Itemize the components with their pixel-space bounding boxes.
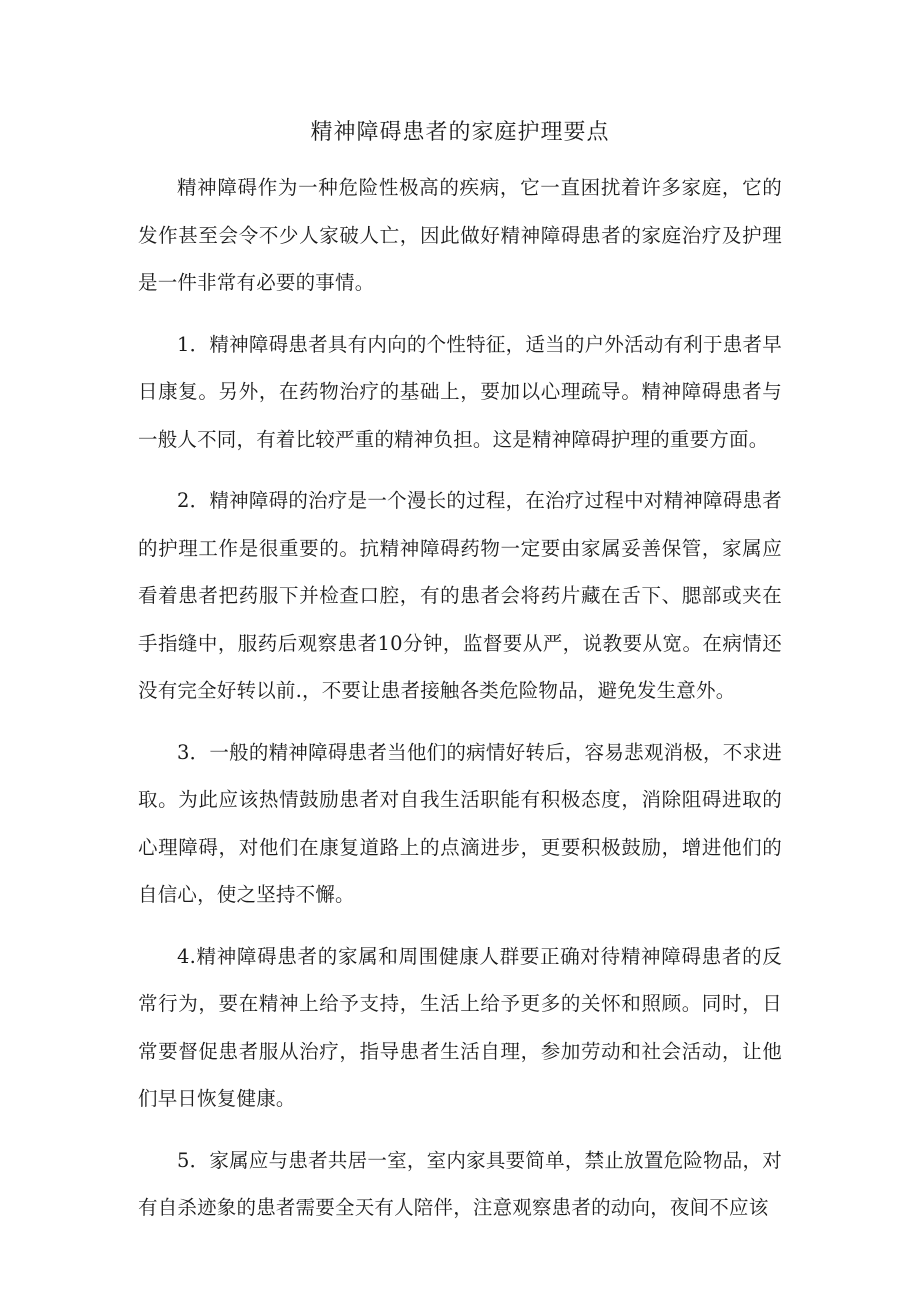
- point-1-paragraph: 1．精神障碍患者具有内向的个性特征，适当的户外活动有利于患者早日康复。另外，在药物治疗的基础上，要加以心理疏导。精神障碍患者与一般人不同，有着比较严重的精神负担。这是精神障碍护理的重要方面。: [138, 332, 782, 451]
- document-title: 精神障碍患者的家庭护理要点: [310, 120, 610, 145]
- point-3-paragraph: 3．一般的精神障碍患者当他们的病情好转后，容易悲观消极，不求进取。为此应该热情鼓励患者对自我生活职能有积极态度，消除阻碍进取的心理障碍，对他们在康复道路上的点滴进步，更要积极鼓励，增进他们的自信心，使之坚持不懈。: [138, 740, 782, 906]
- point-5-paragraph: 5．家属应与患者共居一室，室内家具要简单，禁止放置危险物品，对有自杀迹象的患者需要全天有人陪伴，注意观察患者的动向，夜间不应该: [138, 1148, 782, 1219]
- point-2-paragraph: 2．精神障碍的治疗是一个漫长的过程，在治疗过程中对精神障碍患者的护理工作是很重要的。抗精神障碍药物一定要由家属妥善保管，家属应看着患者把药服下并检查口腔，有的患者会将药片藏在舌下、腮部或夹在手指缝中，服药后观察患者10分钟，监督要从严，说教要从宽。在病情还没有完全好转以前.，不要让患者接触各类危险物品，避免发生意外。: [138, 489, 782, 702]
- document-body: [138, 164, 782, 1246]
- intro-paragraph: 精神障碍作为一种危险性极高的疾病，它一直困扰着许多家庭，它的发作甚至会令不少人家破人亡，因此做好精神障碍患者的家庭治疗及护理是一件非常有必要的事情。: [138, 176, 782, 294]
- point-4-paragraph: 4.精神障碍患者的家属和周围健康人群要正确对待精神障碍患者的反常行为，要在精神上给予支持，生活上给予更多的关怀和照顾。同时，日常要督促患者服从治疗，指导患者生活自理，参加劳动和社会活动，让他们早日恢复健康。: [138, 944, 782, 1110]
